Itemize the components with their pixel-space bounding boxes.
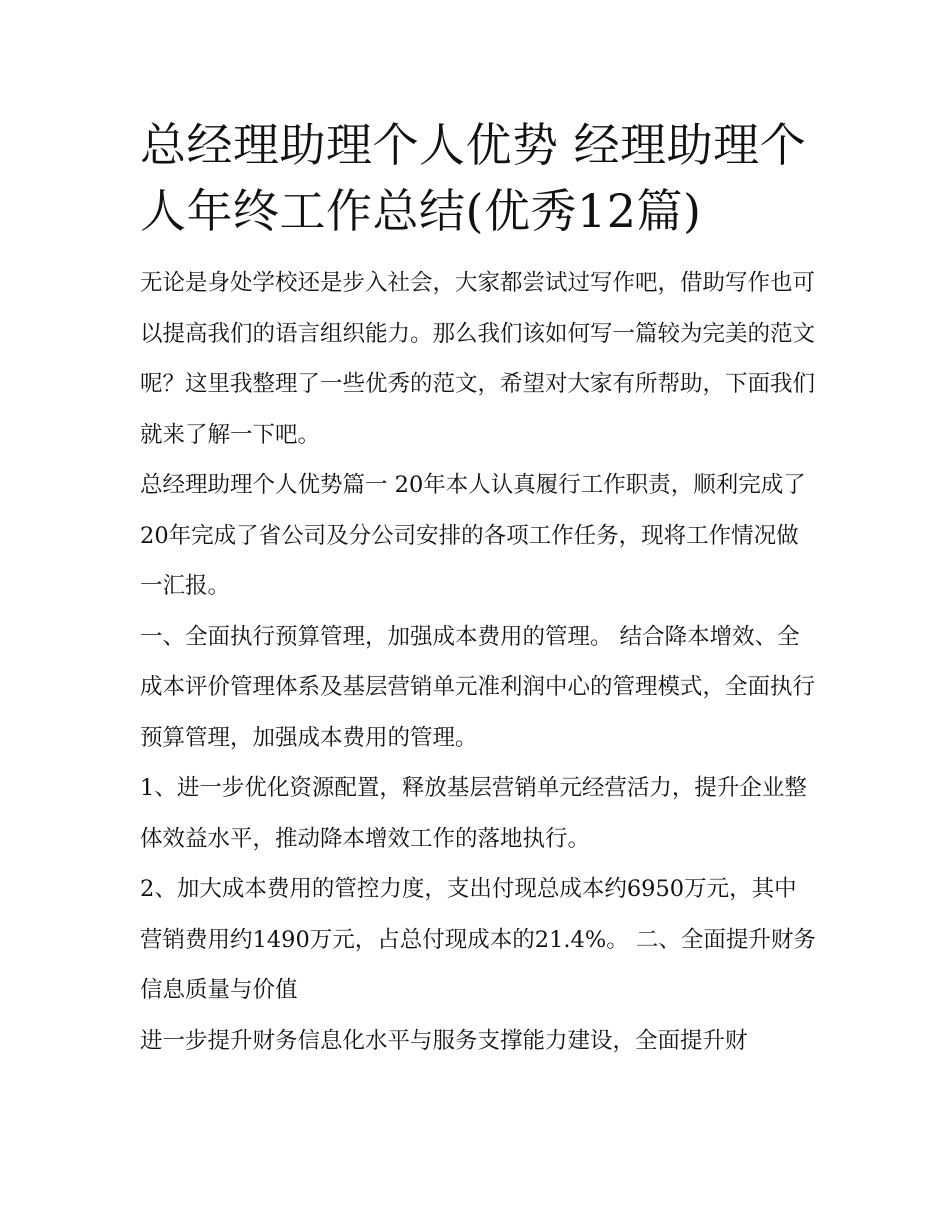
document-page — [140, 112, 818, 1066]
paragraph-item-2: 2、加大成本费用的管控力度，支出付现总成本约6950万元，其中营销费用约1490万元，占总付现成本的21.4%。 二、全面提升财务信息质量与价值 — [140, 876, 816, 1003]
paragraph-budget-management: 一、全面执行预算管理，加强成本费用的管理。 结合降本增效、全成本评价管理体系及基层营销单元准利润中心的管理模式，全面执行预算管理，加强成本费用的管理。 — [140, 623, 816, 751]
paragraph-finance-info: 进一步提升财务信息化水平与服务支撑能力建设，全面提升财 — [140, 1027, 748, 1054]
paragraph-section-one: 总经理助理个人优势篇一 20年本人认真履行工作职责，顺利完成了20年完成了省公司及分公司安排的各项工作任务，现将工作情况做一汇报。 — [140, 472, 806, 599]
paragraph-intro: 无论是身处学校还是步入社会，大家都尝试过写作吧，借助写作也可以提高我们的语言组织能力。那么我们该如何写一篇较为完美的范文呢？这里我整理了一些优秀的范文，希望对大家有所帮助，下面我们就来了解一下吧。 — [140, 270, 816, 448]
paragraph-item-1: 1、进一步优化资源配置，释放基层营销单元经营活力，提升企业整体效益水平，推动降本增效工作的落地执行。 — [140, 775, 807, 852]
document-title: 总经理助理个人优势 经理助理个人年终工作总结(优秀12篇) — [140, 118, 807, 238]
